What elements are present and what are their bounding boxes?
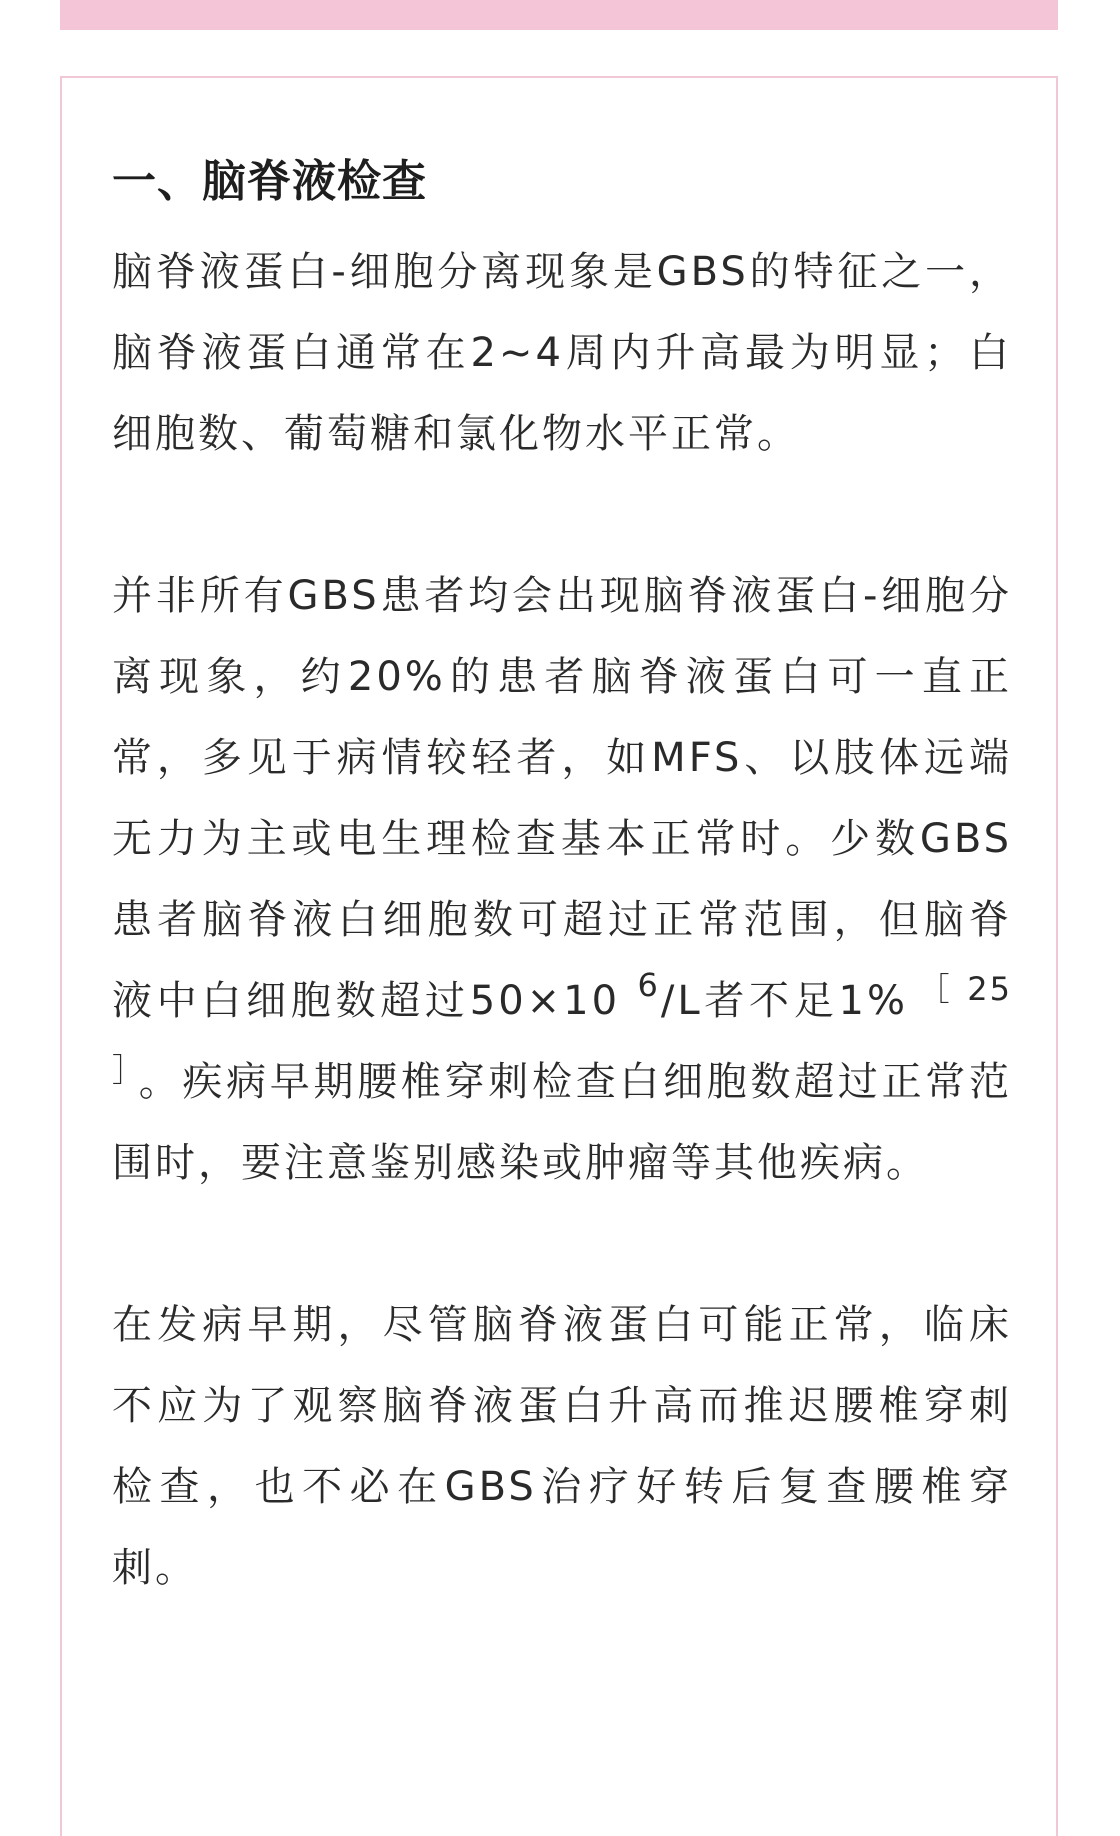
paragraph-1: 脑脊液蛋白-细胞分离现象是GBS的特征之一，脑脊液蛋白通常在2~4周内升高最为明显；白细胞数、葡萄糖和氯化物水平正常。 — [112, 249, 1012, 457]
section-heading: 一、脑脊液检查 — [112, 156, 427, 207]
citation-reference[interactable]: ［ 25 ］ — [112, 970, 1012, 1089]
superscript-exponent: 6 — [637, 966, 661, 1004]
paragraph-2-text-b: /L者不足1% — [660, 978, 908, 1024]
paragraph-2-text-c: 。疾病早期腰椎穿刺检查白细胞数超过正常范围时，要注意鉴别感染或肿瘤等其他疾病。 — [112, 1059, 1012, 1186]
paragraph-2-text-a: 并非所有GBS患者均会出现脑脊液蛋白-细胞分离现象，约20%的患者脑脊液蛋白可一直正常，多见于病情较轻者，如MFS、以肢体远端无力为主或电生理检查基本正常时。少数GBS患者脑脊液白细胞数可超过正常范围，但脑脊液中白细胞数超过50×10 — [112, 573, 1012, 1024]
paragraph-2 — [112, 556, 1012, 1204]
top-decorative-bar — [60, 0, 1058, 30]
paragraph-3: 在发病早期，尽管脑脊液蛋白可能正常，临床不应为了观察脑脊液蛋白升高而推迟腰椎穿刺检查，也不必在GBS治疗好转后复查腰椎穿刺。 — [112, 1302, 1012, 1591]
article-content — [112, 140, 1012, 1609]
